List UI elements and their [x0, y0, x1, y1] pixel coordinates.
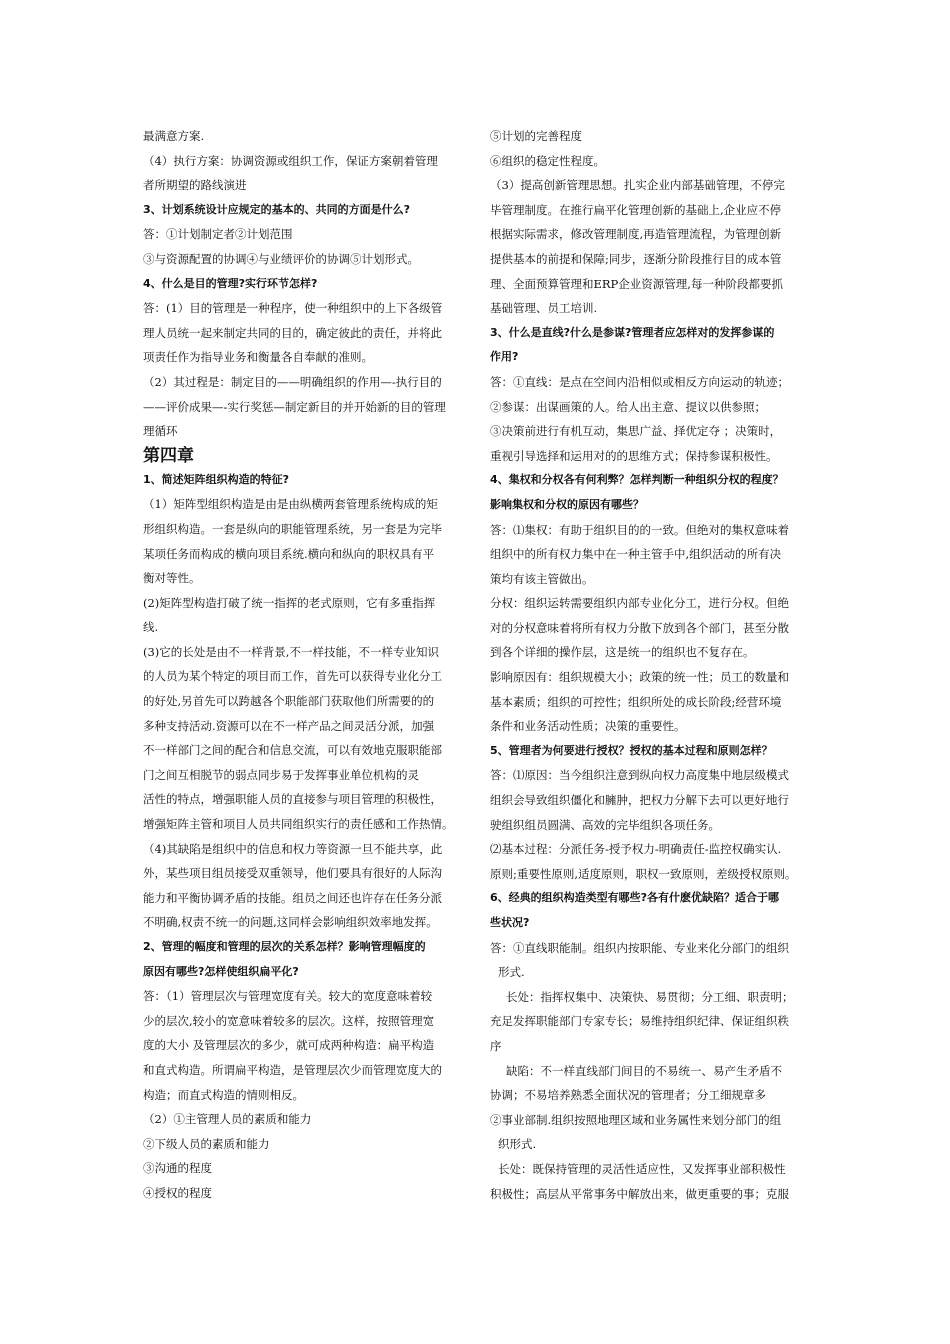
- text-line: 的好处,另首先可以跨越各个职能部门获取他们所需要的的: [143, 694, 435, 709]
- text-line: 答：⑴原因：当今组织注意到纵向权力高度集中地层级模式: [490, 768, 789, 783]
- question-heading: 原因有哪些?怎样使组织扁平化?: [143, 964, 299, 978]
- text-line: （4)其缺陷是组织中的信息和权力等资源一旦不能共享，此: [143, 841, 443, 856]
- question-heading: 2、管理的幅度和管理的层次的关系怎样？影响管理幅度的: [143, 940, 426, 953]
- text-line: ——评价成果—-实行奖惩—制定新目的并开始新的目的管理: [143, 399, 446, 414]
- text-line: 长处：指挥权集中、决策快、易贯彻；分工细、职责明；: [506, 989, 794, 1004]
- text-line: 理循环: [143, 424, 178, 439]
- question-heading: 些状况?: [490, 916, 530, 929]
- text-line: 答：①直线职能制。组织内按职能、专业来化分部门的组织: [490, 940, 789, 955]
- text-line: 积极性；高层从平常事务中解放出来，做更重要的事；克服: [490, 1186, 789, 1201]
- text-line: （3）提高创新管理思想。扎实企业内部基础管理，不停完: [490, 178, 785, 193]
- text-line: 协调；不易培养熟悉全面状况的管理者；分工细规章多: [490, 1088, 766, 1103]
- right-column: [490, 124, 812, 1206]
- text-line: 不明确,权责不统一的问题,这同样会影响组织效率地发挥。: [143, 915, 438, 930]
- text-line: 和直式构造。所谓扁平构造，是管理层次少而管理宽度大的: [143, 1062, 442, 1077]
- text-line: 条件和业务活动性质；决策的重要性。: [490, 719, 686, 734]
- question-heading: 5、管理者为何要进行授权？授权的基本过程和原则怎样？: [490, 743, 773, 757]
- question-heading: 3、什么是直线?什么是参谋?管理者应怎样对的发挥参谋的: [490, 325, 775, 339]
- text-line: 外，某些项目组员接受双重领导，他们要具有很好的人际沟: [143, 866, 442, 881]
- text-line: 基础管理、员工培训.: [490, 301, 598, 316]
- text-line: （4）执行方案：协调资源或组织工作，保证方案朝着管理: [143, 153, 438, 168]
- text-line: 活性的特点，增强职能人员的直接参与项目管理的积极性，: [143, 792, 442, 807]
- text-line: 组织中的所有权力集中在一种主管手中,组织活动的所有决: [490, 547, 782, 562]
- text-line: 形式.: [498, 965, 525, 980]
- text-line: 增强矩阵主管和项目人员共同组织实行的责任感和工作热情。: [143, 817, 454, 832]
- text-line: 能力和平衡协调矛盾的技能。组员之间还也许存在任务分派: [143, 890, 442, 905]
- text-line: 根据实际需求，修改管理制度,再造管理流程，为管理创新: [490, 227, 782, 242]
- question-heading: 3、计划系统设计应规定的基本的、共同的方面是什么?: [143, 202, 411, 216]
- chapter-heading: 第四章: [143, 445, 194, 466]
- text-line: 者所期望的路线演进: [143, 178, 247, 193]
- text-line: ②下级人员的素质和能力: [143, 1136, 270, 1151]
- question-heading: 作用?: [490, 350, 519, 364]
- text-line: ④授权的程度: [143, 1185, 212, 1200]
- question-heading: 6、经典的组织构造类型有哪些?各有什麽优缺陷？适合于哪: [490, 891, 780, 905]
- text-line: 序: [490, 1038, 502, 1053]
- text-line: ③与资源配置的协调④与业绩评价的协调⑤计划形式。: [143, 251, 419, 266]
- left-column: [143, 124, 461, 1206]
- text-line: （2）①主管理人员的素质和能力: [143, 1112, 312, 1127]
- text-line: 答：⑴集权：有助于组织目的的一致。但绝对的集权意味着: [490, 522, 789, 537]
- text-line: 答：(1）目的管理是一种程序，使一种组织中的上下各级管: [143, 301, 443, 316]
- text-line: 某项任务而构成的横向项目系统.横向和纵向的职权具有平: [143, 546, 435, 561]
- text-line: 策均有该主管做出。: [490, 571, 594, 586]
- text-line: （1）矩阵型组织构造是由是由纵横两套管理系统构成的矩: [143, 497, 438, 512]
- text-line: ②参谋：出谋画策的人。给人出主意、提议以供参照；: [490, 399, 766, 414]
- text-line: ②事业部制.组织按照地理区域和业务属性来划分部门的组: [490, 1112, 782, 1127]
- text-line: ③决策前进行有机互动，集思广益、择优定夺 ；决策时，: [490, 424, 782, 439]
- question-heading: 4、集权和分权各有何利弊？怎样判断一种组织分权的程度？: [490, 473, 784, 487]
- text-line: 形组织构造。一套是纵向的职能管理系统，另一套是为完毕: [143, 521, 442, 536]
- question-heading: 4、什么是目的管理?实行环节怎样?: [143, 276, 318, 290]
- text-line: 少的层次,较小的宽意味着较多的层次。这样，按照管理宽: [143, 1013, 435, 1028]
- text-line: 理人员统一起来制定共同的目的，确定彼此的责任，并将此: [143, 325, 442, 340]
- text-line: (2)矩阵型构造打破了统一指挥的老式原则，它有多重指挥: [143, 595, 436, 610]
- text-line: （2）其过程是：制定目的——明确组织的作用—-执行目的: [143, 374, 442, 389]
- text-line: 驶组织组员圆满、高效的完毕组织各项任务。: [490, 817, 720, 832]
- text-line: 构造；而直式构造的情则相反。: [143, 1087, 304, 1102]
- text-line: 的人员为某个特定的项目而工作，首先可以获得专业化分工: [143, 669, 442, 684]
- question-heading: 1、简述矩阵组织构造的特征?: [143, 472, 290, 486]
- text-line: 织形式.: [498, 1137, 537, 1152]
- text-line: 门之间互相脱节的弱点同步易于发挥事业单位机构的灵: [143, 767, 419, 782]
- text-line: 理、全面预算管理和ERP企业资源管理,每一种阶段都要抓: [490, 276, 783, 291]
- text-line: 项责任作为指导业务和衡量各自奉献的准则。: [143, 350, 373, 365]
- text-line: ③沟通的程度: [143, 1161, 212, 1176]
- text-line: 影响原因有：组织规模大小；政策的统一性；员工的数量和: [490, 670, 789, 685]
- text-line: 对的分权意味着将所有权力分散下放到各个部门，甚至分散: [490, 620, 789, 635]
- text-line: 度的大小 及管理层次的多少，就可成两种构造：扁平构造: [143, 1038, 435, 1053]
- text-line: ⑵基本过程：分派任务-授予权力-明确责任-监控权确实认.: [490, 842, 782, 857]
- text-line: ⑥组织的稳定性程度。: [490, 153, 605, 168]
- question-heading: 影响集权和分权的原因有哪些？: [490, 497, 644, 511]
- text-line: 充足发挥职能部门专家专长；易维持组织纪律、保证组织秩: [490, 1014, 789, 1029]
- text-line: 衡对等性。: [143, 571, 201, 586]
- text-line: 答：①直线：是点在空间内沿相似或相反方向运动的轨迹；: [490, 374, 789, 389]
- text-line: 答：①计划制定者②计划范围: [143, 227, 293, 242]
- text-line: 原则;重要性原则,适度原则，职权一致原则，差级授权原则。: [490, 866, 797, 881]
- text-line: 不一样部门之间的配合和信息交流，可以有效地克服职能部: [143, 743, 442, 758]
- text-line: 多种支持活动.资源可以在不一样产品之间灵活分派，加强: [143, 718, 435, 733]
- text-line: 基本素质；组织的可控性；组织所处的成长阶段;经营环境: [490, 694, 782, 709]
- text-line: ⑤计划的完善程度: [490, 129, 582, 143]
- text-line: 重视引导选择和运用对的的思维方式；保持参谋积极性。: [490, 448, 778, 463]
- text-line: 提供基本的前提和保障;同步，逐渐分阶段推行目的成本管: [490, 251, 782, 266]
- text-line: 缺陷：不一样直线部门间目的不易统一、易产生矛盾不: [506, 1063, 782, 1078]
- text-line: 答：（1）管理层次与管理宽度有关。较大的宽度意味着较: [143, 989, 433, 1004]
- text-line: 分权：组织运转需要组织内部专业化分工，进行分权。但绝: [490, 596, 789, 611]
- text-line: 最满意方案.: [143, 129, 205, 143]
- text-line: 长处：既保持管理的灵活性适应性，又发挥事业部积极性: [498, 1161, 786, 1176]
- text-line: 到各个详细的操作层，这是统一的组织也不复存在。: [490, 645, 755, 660]
- text-line: 组织会导致组织僵化和臃肿，把权力分解下去可以更好地行: [490, 793, 789, 808]
- text-line: 毕管理制度。在推行扁平化管理创新的基础上,企业应不停: [490, 202, 782, 217]
- text-line: 线.: [143, 620, 159, 635]
- text-line: (3)它的长处是由不一样背景,不一样技能，不一样专业知识: [143, 644, 439, 659]
